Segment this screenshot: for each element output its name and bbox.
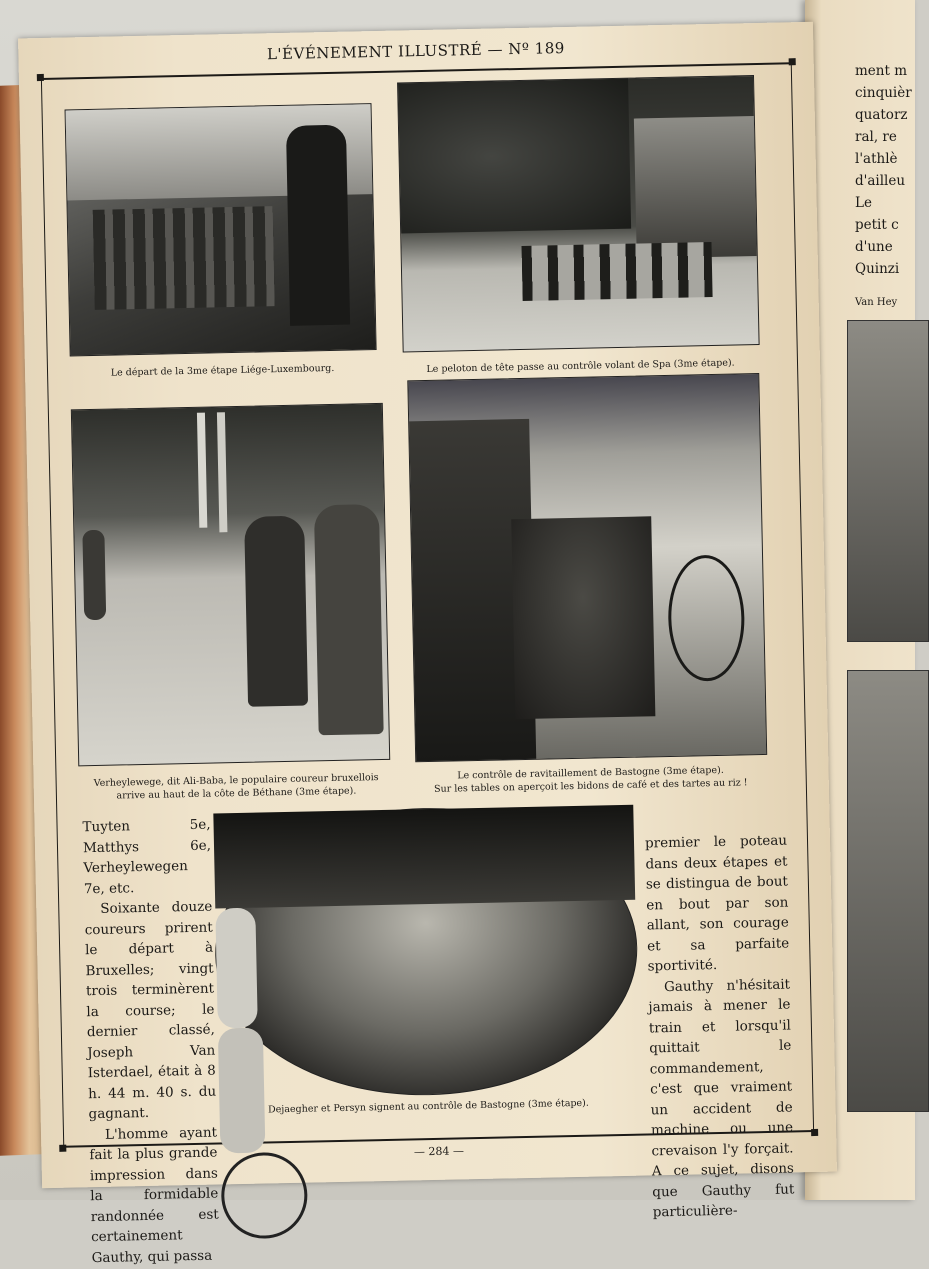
caption-bastogne-line2: Sur les tables on aperçoit les bidons de café et des tartes au riz ! [433,777,748,795]
caption-bastogne-line1: Le contrôle de ravitaillement de Bastogne (3me étape). [457,764,724,782]
frame-corner [59,1145,66,1152]
magazine-page [18,22,837,1266]
frame-corner [811,1129,818,1136]
page-number: — 284 — [413,1144,465,1159]
page-header: L'ÉVÉNEMENT ILLUSTRÉ — Nº 189 [266,39,566,64]
facing-line: d'une [855,239,893,255]
paragraph: L'homme ayant fait la plus grande impression dans la formidable randonnée est certainement Gauthy, qui passa [89,1124,219,1266]
frame-corner [37,74,44,81]
facing-page-text [855,60,912,314]
paragraph: Tuyten 5e, Matthys 6e, Verheylewegen 7e, etc. [82,816,212,897]
paragraph: Soixante douze coureurs prirent le départ à Bruxelles; vingt trois terminèrent la course; le dernier classé, Joseph Van Isterdael, était à 8 h. 44 m. 40 s. du gagnant. [84,898,217,1123]
photo-ali-baba [71,403,390,766]
paragraph: premier le poteau dans deux étapes et se distingua de bout en bout par son allant, son courage et sa parfaite sportivité. [644,832,790,975]
article-right-column [645,831,795,1223]
caption-departure: Le départ de la 3me étape Liége-Luxembourg. [110,362,335,379]
photo-peloton-spa [397,75,760,352]
photo-departure [65,103,377,356]
caption-signing-bastogne: Dejaegher et Persyn signent au contrôle de Bastogne (3me étape). [268,1097,589,1116]
facing-line: Le [855,195,872,211]
facing-photo-bottom [847,670,929,1112]
photo-bastogne-supply [407,373,767,762]
facing-line: d'ailleu [855,173,906,189]
caption-peloton-spa: Le peloton de tête passe au contrôle volant de Spa (3me étape). [426,357,735,375]
facing-line: l'athlè [855,151,898,167]
facing-line: ral, re [855,129,897,145]
facing-photo-top [847,320,929,642]
facing-line: cinquièr [855,85,912,101]
article-left-column [82,815,219,1269]
facing-line: Quinzi [855,261,900,277]
facing-caption: Van Hey [855,297,898,308]
facing-line: ment m [855,63,908,79]
caption-ali-baba: Verheylewege, dit Ali-Baba, le populaire coureur bruxellois arrive au haut de la côte de Béthane (3me étape). [93,772,379,802]
facing-line: petit c [855,217,899,233]
facing-line: quatorz [855,107,908,123]
paragraph: Gauthy n'hésitait jamais à mener le train et lorsqu'il quittait le commandement, c'est que vraiment un accident de machine ou une crevaison l'y forçait. A ce sujet, disons que Gauthy fut particulière- [648,975,795,1221]
frame-corner [789,58,796,65]
